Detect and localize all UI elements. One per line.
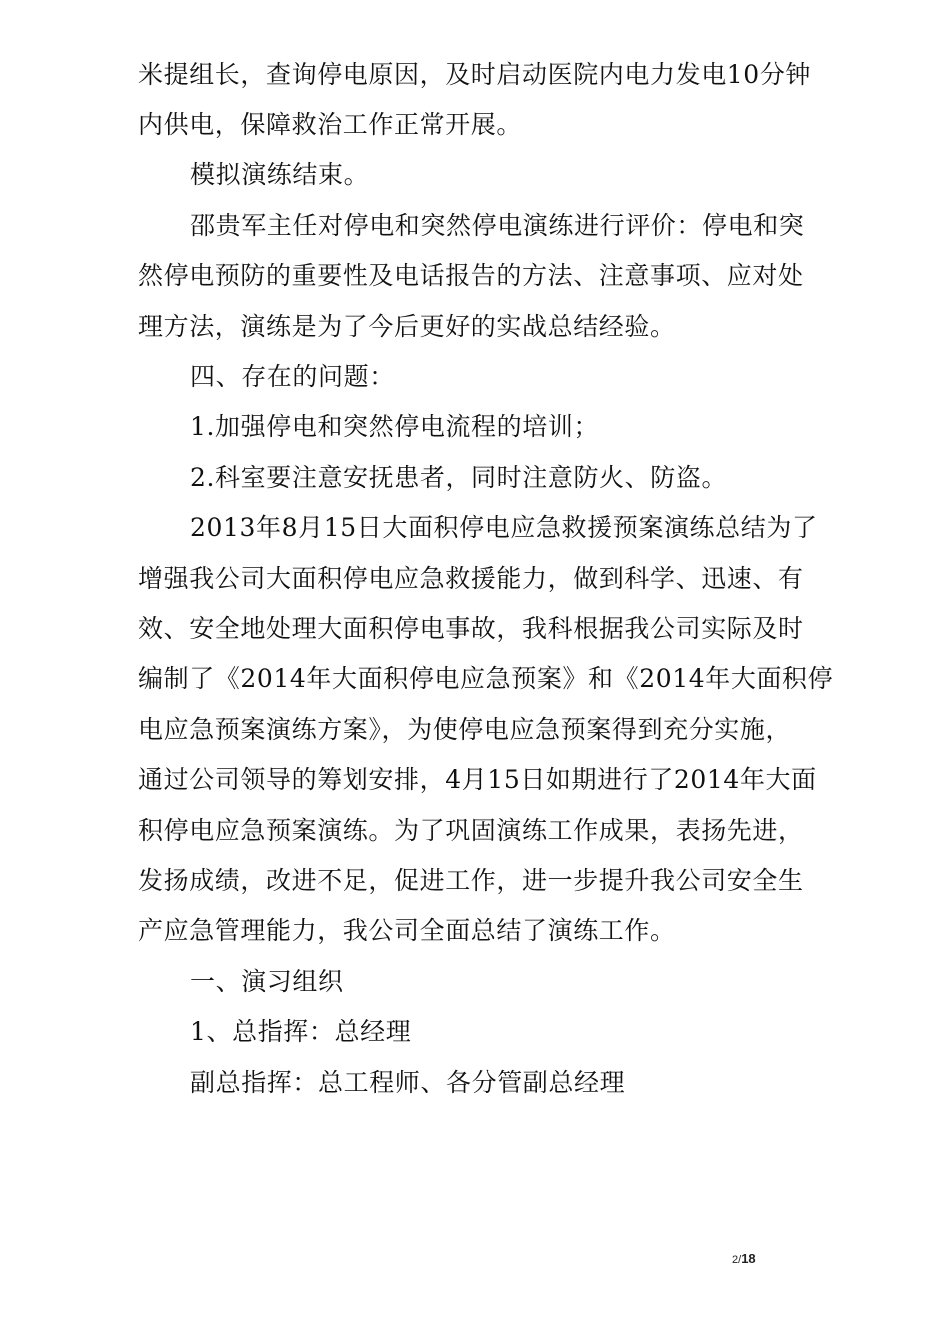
page-total: 18 <box>741 1251 756 1266</box>
page-number <box>732 1251 756 1266</box>
text-line: 模拟演练结束。 <box>190 160 370 189</box>
text-line: 编制了《2014年大面积停电应急预案》和《2014年大面积停 <box>138 664 834 693</box>
text-line: 邵贵军主任对停电和突然停电演练进行评价：停电和突 <box>190 211 805 240</box>
list-item: 1、总指挥：总经理 <box>190 1017 412 1046</box>
text-line: 产应急管理能力，我公司全面总结了演练工作。 <box>138 916 676 945</box>
text-line: 增强我公司大面积停电应急救援能力，做到科学、迅速、有 <box>138 564 804 593</box>
list-item: 1.加强停电和突然停电流程的培训； <box>190 412 600 441</box>
text-line: 米提组长，查询停电原因，及时启动医院内电力发电10分钟 <box>138 60 812 89</box>
text-line: 电应急预案演练方案》，为使停电应急预案得到充分实施， <box>138 715 792 744</box>
text-line: 发扬成绩，改进不足，促进工作，进一步提升我公司安全生 <box>138 866 804 895</box>
text-line: 积停电应急预案演练。为了巩固演练工作成果，表扬先进， <box>138 816 804 845</box>
list-item: 2.科室要注意安抚患者，同时注意防火、防盗。 <box>190 463 728 492</box>
text-line: 副总指挥：总工程师、各分管副总经理 <box>190 1068 626 1097</box>
section-heading: 一、演习组织 <box>190 967 344 996</box>
section-heading: 四、存在的问题： <box>190 362 395 391</box>
text-line: 内供电，保障救治工作正常开展。 <box>138 110 523 139</box>
page-current: 2/ <box>732 1254 742 1266</box>
text-line: 理方法，演练是为了今后更好的实战总结经验。 <box>138 312 676 341</box>
text-line: 然停电预防的重要性及电话报告的方法、注意事项、应对处 <box>138 261 804 290</box>
text-line: 通过公司领导的筹划安排，4月15日如期进行了2014年大面 <box>138 765 817 794</box>
text-line: 2013年8月15日大面积停电应急救援预案演练总结为了 <box>190 513 818 542</box>
text-line: 效、安全地处理大面积停电事故，我科根据我公司实际及时 <box>138 614 804 643</box>
